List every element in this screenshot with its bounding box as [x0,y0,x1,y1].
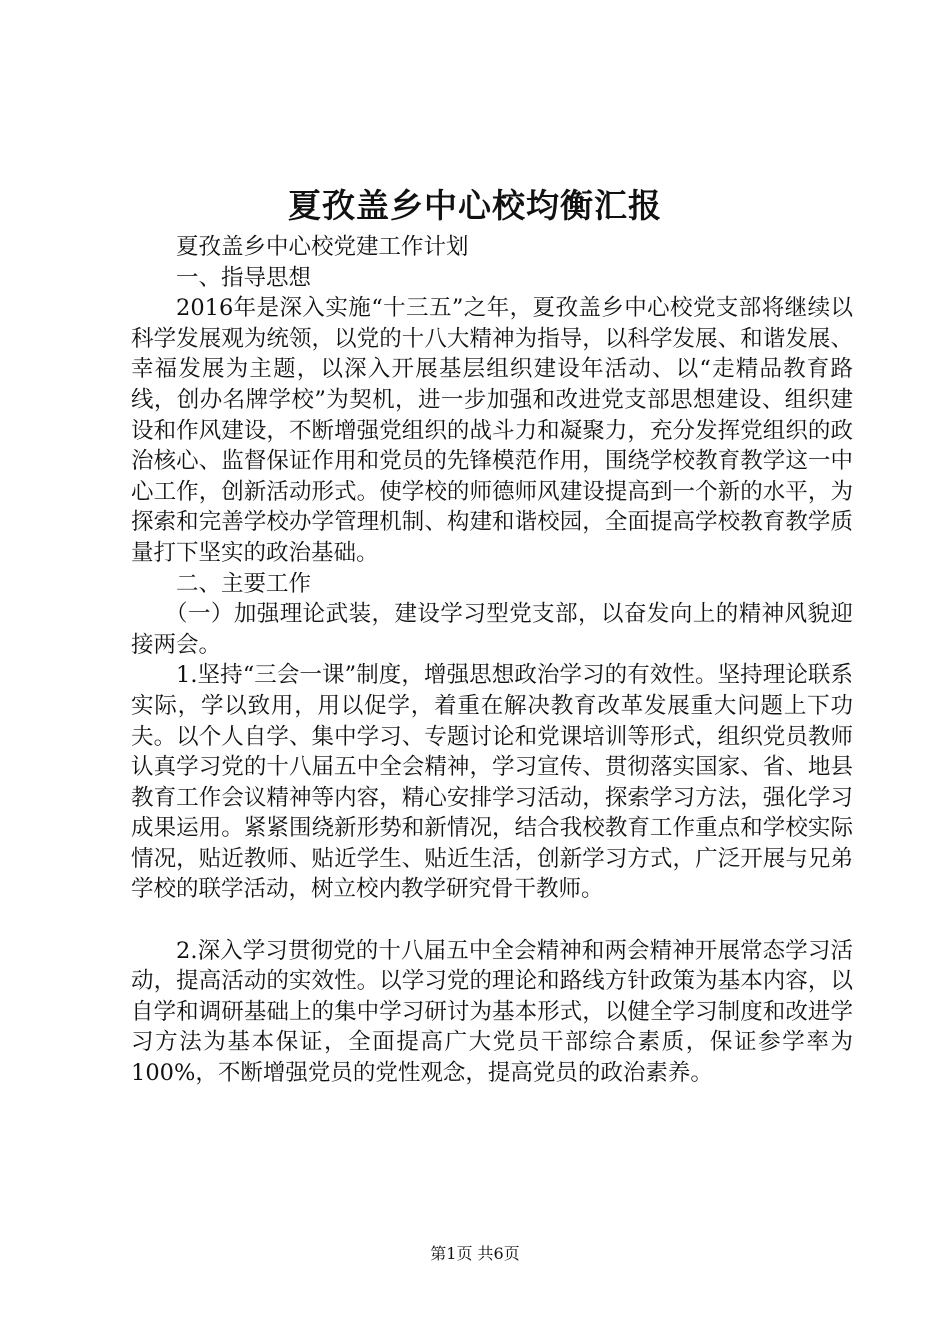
paragraph-guiding-thought: 2016年是深入实施“十三五”之年，夏孜盖乡中心校党支部将继续以科学发展观为统领，以党的十八大精神为指导，以科学发展、和谐发展、幸福发展为主题，以深入开展基层组织建设年活动、以“走精品教育路线，创办名牌学校”为契机，进一步加强和改进党支部思想建设、组织建设和作风建设，不断增强党组织的战斗力和凝聚力，充分发挥党组织的政治核心、监督保证作用和党员的先锋模范作用，围绕学校教育教学这一中心工作，创新活动形式。使学校的师德师风建设提高到一个新的水平，为探索和完善学校办学管理机制、构建和谐校园，全面提高学校教育教学质量打下坚实的政治基础。 [131,295,853,566]
document-title: 夏孜盖乡中心校均衡汇报 [288,186,662,225]
subsection-heading-theory: （一）加强理论武装，建设学习型党支部，以奋发向上的精神风貌迎接两会。 [131,601,853,658]
paragraph-item-1: 1.坚持“三会一课”制度，增强思想政治学习的有效性。坚持理论联系实际，学以致用，用以促学，着重在解决教育改革发展重大问题上下功夫。以个人自学、集中学习、专题讨论和党课培训等形式，组织党员教师认真学习党的十八届五中全会精神，学习宣传、贯彻落实国家、省、地县教育工作会议精神等内容，精心安排学习活动，探索学习方法，强化学习成果运用。紧紧围绕新形势和新情况，结合我校教育工作重点和学校实际情况，贴近教师、贴近学生、贴近生活，创新学习方式，广泛开展与兄弟学校的联学活动，树立校内教学研究骨干教师。 [131,662,853,903]
page-footer: 第1页 共6页 [430,1244,520,1263]
document-body [131,232,853,1089]
section-heading-guiding-thought: 一、指导思想 [176,264,312,291]
plan-subtitle: 夏孜盖乡中心校党建工作计划 [176,234,469,260]
section-heading-main-work: 二、主要工作 [176,570,312,597]
paragraph-spacer [131,905,853,936]
paragraph-item-2: 2.深入学习贯彻党的十八届五中全会精神和两会精神开展常态学习活动，提高活动的实效性。以学习党的理论和路线方针政策为基本内容，以自学和调研基础上的集中学习研讨为基本形式，以健全学习制度和改进学习方法为基本保证，全面提高广大党员干部综合素质，保证参学率为100%，不断增强党员的党性观念，提高党员的政治素养。 [131,937,853,1087]
